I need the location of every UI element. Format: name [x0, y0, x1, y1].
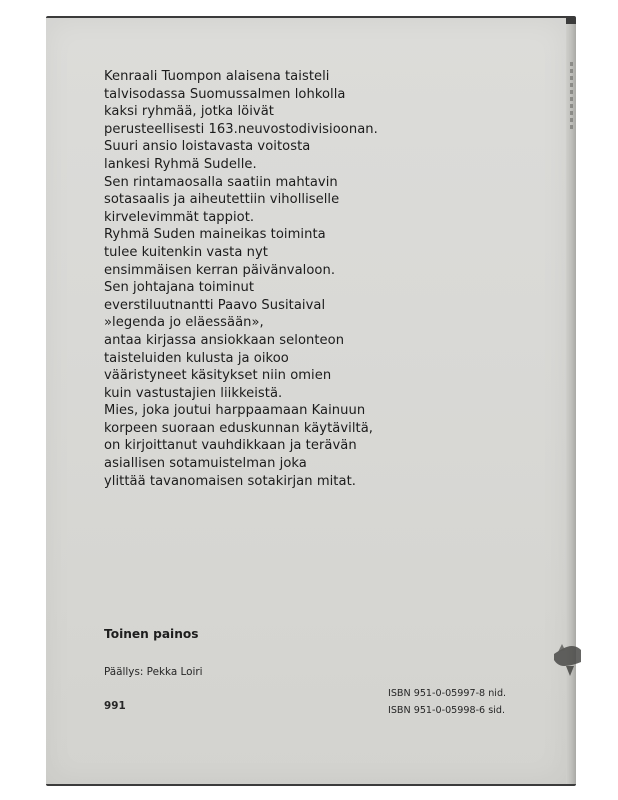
blurb-line: taisteluiden kulusta ja oikoo — [104, 350, 289, 366]
spine-lettering-mark — [570, 62, 573, 132]
blurb-line: asiallisen sotamuistelman joka — [104, 456, 307, 472]
back-cover-blurb — [104, 68, 524, 490]
blurb-line: tulee kuitenkin vasta nyt — [104, 244, 268, 260]
blurb-line: vääristyneet käsitykset niin omien — [104, 368, 332, 384]
blurb-line: »legenda jo eläessään», — [104, 315, 264, 331]
blurb-line: Mies, joka joutui harppaamaan Kainuun — [104, 403, 366, 419]
blurb-line: everstiluutnantti Paavo Susitaival — [104, 297, 326, 313]
blurb-line: kirvelevimmät tappiot. — [104, 209, 255, 225]
isbn-hardcover: ISBN 951-0-05998-6 sid. — [388, 704, 506, 716]
blurb-line: kuin vastustajien liikkeistä. — [104, 385, 283, 401]
isbn-paperback: ISBN 951-0-05997-8 nid. — [388, 688, 507, 699]
blurb-line: ensimmäisen kerran päivänvaloon. — [104, 262, 336, 278]
blurb-line: kaksi ryhmää, jotka löivät — [104, 104, 274, 120]
blurb-line: ylittää tavanomaisen sotakirjan mitat. — [104, 473, 356, 489]
blurb-line: talvisodassa Suomussalmen lohkolla — [104, 86, 346, 102]
blurb-line: korpeen suoraan eduskunnan käytäviltä, — [104, 420, 373, 436]
isbn-block — [388, 686, 506, 719]
blurb-line: sotasaalis ja aiheutettiin viholliselle — [104, 192, 340, 208]
blurb-line: lankesi Ryhmä Sudelle. — [104, 156, 257, 172]
blurb-line: Ryhmä Suden maineikas toiminta — [104, 227, 326, 243]
blurb-line: Suuri ansio loistavasta voitosta — [104, 139, 311, 155]
blurb-line: perusteellisesti 163.neuvostodivisioonan. — [104, 121, 378, 137]
blurb-line: on kirjoittanut vauhdikkaan ja terävän — [104, 438, 357, 454]
cover-designer-credit: Päällys: Pekka Loiri — [104, 666, 203, 678]
wolf-illustration-fragment-icon — [552, 636, 582, 680]
blurb-line: Sen johtajana toiminut — [104, 280, 255, 296]
blurb-line: antaa kirjassa ansiokkaan selonteon — [104, 332, 345, 348]
blurb-line: Sen rintamaosalla saatiin mahtavin — [104, 174, 338, 190]
edition-label: Toinen painos — [104, 627, 199, 641]
blurb-line: Kenraali Tuompon alaisena taisteli — [104, 69, 330, 84]
catalog-code: 991 — [104, 700, 126, 712]
